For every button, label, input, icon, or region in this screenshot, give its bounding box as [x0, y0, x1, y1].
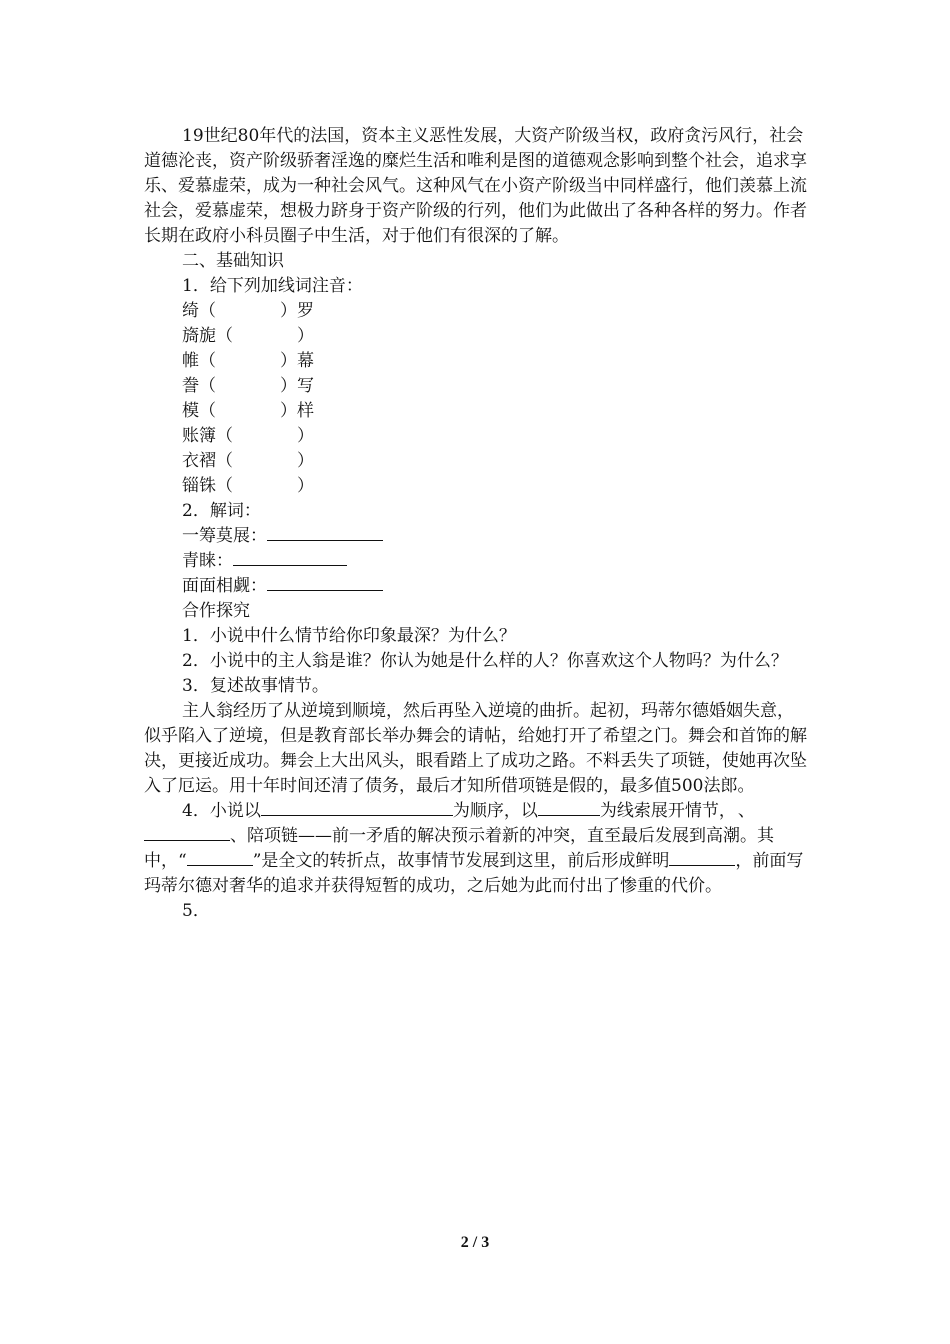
pinyin-item-prefix: 账簿（	[182, 426, 233, 446]
pinyin-item	[182, 324, 810, 349]
word-item	[182, 549, 810, 574]
pinyin-item	[182, 474, 810, 499]
word-item-label: 青睐：	[182, 551, 233, 571]
pinyin-item	[182, 449, 810, 474]
pinyin-item-suffix: ）	[297, 451, 314, 471]
q4-text: 、陪项链——前一矛盾的解决预示着新的冲突，直至最后发展到高潮。其中，“	[144, 826, 774, 871]
section-heading-basics: 二、基础知识	[182, 251, 284, 271]
pinyin-item-suffix: ）样	[280, 401, 314, 421]
pinyin-item	[182, 374, 810, 399]
pinyin-item-suffix: ）幕	[280, 351, 314, 371]
document-body	[144, 124, 810, 924]
pinyin-item-suffix: ）	[297, 426, 314, 446]
pinyin-item-suffix: ）	[297, 476, 314, 496]
pinyin-item	[182, 424, 810, 449]
coop-answer-3: 主人翁经历了从逆境到顺境，然后再坠入逆境的曲折。起初，玛蒂尔德婚姻失意，似乎陷入了逆境，但是教育部长举办舞会的请帖，给她打开了希望之门。舞会和首饰的解决，更接近成功。舞会上大出风头，眼看踏上了成功之路。不料丢失了项链，使她再次坠入了厄运。用十年时间还清了债务，最后才知所借项链是假的，最多值500法郎。	[144, 701, 807, 796]
pinyin-item-prefix: 誊（	[182, 376, 216, 396]
coop-question-5: 5．	[182, 901, 210, 921]
intro-paragraph: 19世纪80年代的法国，资本主义恶性发展，大资产阶级当权，政府贪污风行，社会道德沦丧，资产阶级骄奢淫逸的糜烂生活和唯利是图的道德观念影响到整个社会，追求享乐、爱慕虚荣，成为一种社会风气。这种风气在小资产阶级当中同样盛行，他们羡慕上流社会，爱慕虚荣，想极力跻身于资产阶级的行列，他们为此做出了各种各样的努力。作者长期在政府小科员圈子中生活，对于他们有很深的了解。	[144, 126, 807, 246]
answer-blank[interactable]	[187, 849, 253, 866]
q4-text: 4．小说以	[182, 801, 261, 821]
q4-text: ”是全文的转折点，故事情节发展到这里，前后形成鲜明	[252, 851, 670, 871]
answer-blank[interactable]	[144, 824, 230, 841]
word-item-label: 一筹莫展：	[182, 526, 267, 546]
pinyin-item-prefix: 模（	[182, 401, 216, 421]
answer-blank[interactable]	[267, 524, 383, 541]
question-2: 2．解词：	[182, 501, 261, 521]
pinyin-item-suffix: ）	[297, 326, 314, 346]
coop-question-3: 3．复述故事情节。	[182, 676, 329, 696]
section-heading-cooperative: 合作探究	[182, 601, 250, 621]
answer-blank[interactable]	[261, 799, 453, 816]
pinyin-item-prefix: 衣褶（	[182, 451, 233, 471]
answer-blank[interactable]	[538, 799, 600, 816]
answer-blank[interactable]	[233, 549, 347, 566]
coop-question-1: 1．小说中什么情节给你印象最深？为什么？	[182, 626, 516, 646]
word-item	[182, 524, 810, 549]
answer-blank[interactable]	[267, 574, 383, 591]
answer-blank[interactable]	[669, 849, 735, 866]
q4-text: 、	[737, 801, 755, 821]
coop-question-2: 2．小说中的主人翁是谁？你认为她是什么样的人？你喜欢这个人物吗？为什么？	[182, 651, 788, 671]
pinyin-item-prefix: 旖旎（	[182, 326, 233, 346]
pinyin-item	[182, 349, 810, 374]
q4-text: 为顺序，以	[452, 801, 538, 821]
word-item	[182, 574, 810, 599]
pinyin-item-suffix: ）写	[280, 376, 314, 396]
pinyin-item-prefix: 绮（	[182, 301, 216, 321]
pinyin-item	[182, 299, 810, 324]
pinyin-item	[182, 399, 810, 424]
pinyin-list	[144, 299, 810, 499]
q4-text: ，前面写玛蒂尔德对奢华的追求并获得短暂的成功，之后她为此而付出了惨重的代价。	[144, 851, 804, 896]
pinyin-item-prefix: 帷（	[182, 351, 216, 371]
q4-text: 为线索展开情节，	[599, 801, 736, 821]
question-1: 1．给下列加线词注音：	[182, 276, 363, 296]
word-list	[144, 524, 810, 599]
pinyin-item-prefix: 锱铢（	[182, 476, 233, 496]
pinyin-item-suffix: ）罗	[280, 301, 314, 321]
word-item-label: 面面相觑：	[182, 576, 267, 596]
coop-question-4	[144, 799, 810, 899]
page-number: 2 / 3	[460, 1234, 490, 1251]
